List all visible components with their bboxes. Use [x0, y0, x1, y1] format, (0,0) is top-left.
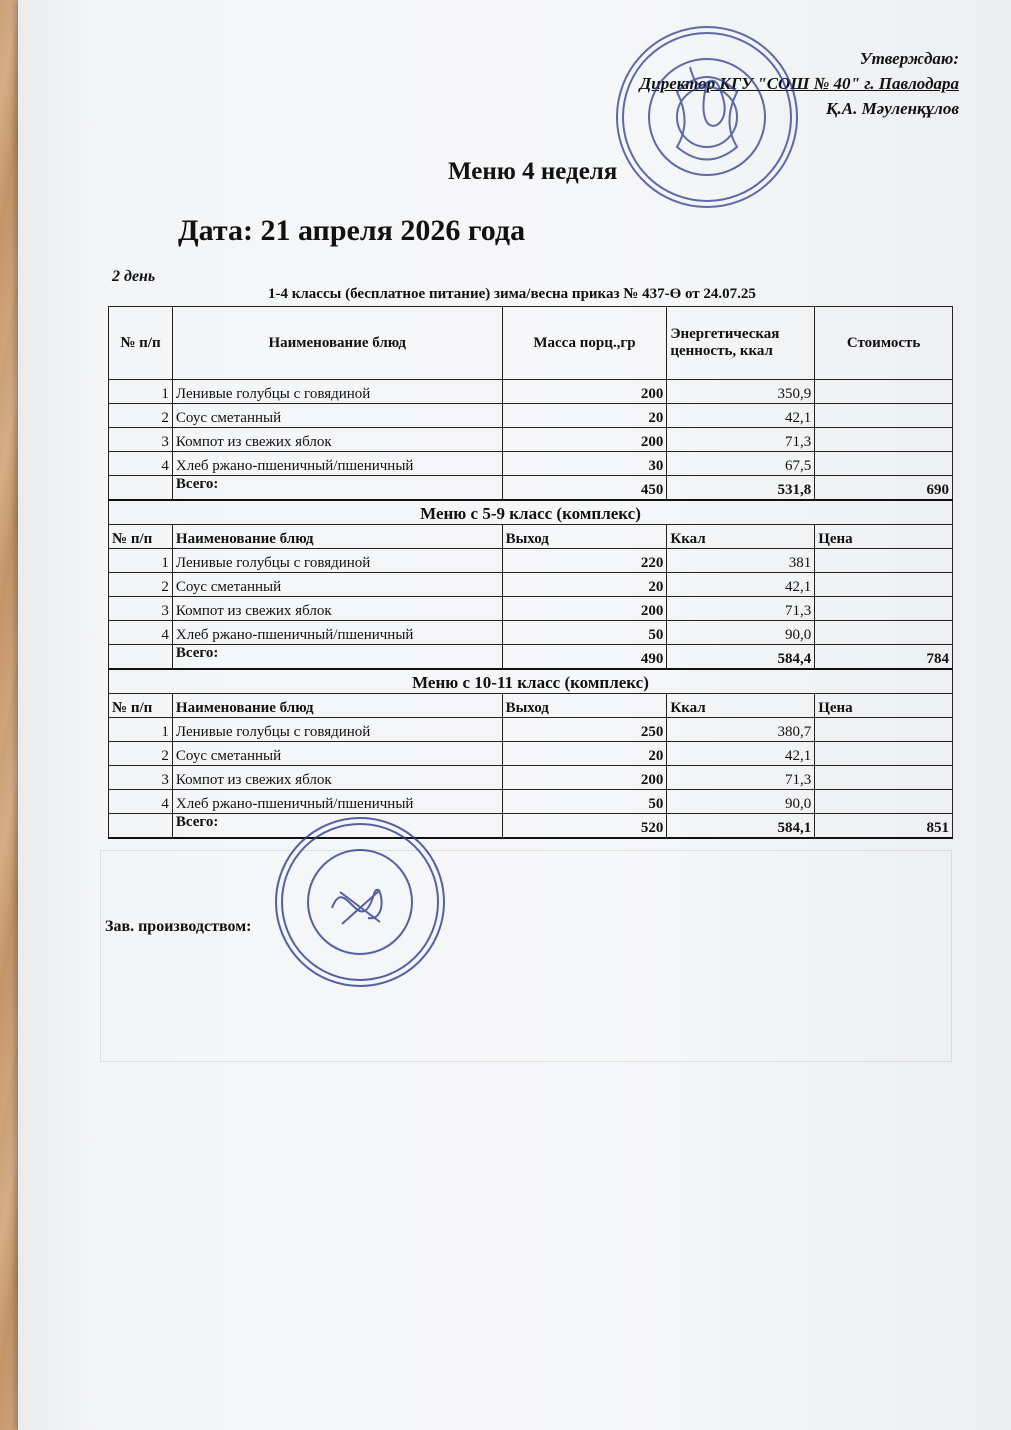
table-row [109, 718, 953, 742]
row-number: 3 [109, 766, 173, 790]
table-header-row [109, 525, 953, 549]
dish-mass: 200 [502, 766, 667, 790]
row-number: 2 [109, 573, 173, 597]
col-header-kcal: Энергетическая ценность, ккал [667, 307, 815, 380]
table-row [109, 549, 953, 573]
col-header-mass: Масса порц.,гр [502, 307, 667, 380]
dish-mass: 200 [502, 597, 667, 621]
total-row [109, 645, 953, 670]
row-number: 3 [109, 597, 173, 621]
col-header-name: Наименование блюд [172, 525, 502, 549]
dish-price [815, 597, 953, 621]
total-empty-cell [109, 645, 173, 670]
dish-name: Компот из свежих яблок [172, 766, 502, 790]
table-row [109, 790, 953, 814]
dish-price [815, 766, 953, 790]
dish-mass: 20 [502, 404, 667, 428]
dish-name: Ленивые голубцы с говядиной [172, 380, 502, 404]
subtitle: 1-4 классы (бесплатное питание) зима/весна приказ № 437-Ө от 24.07.25 [268, 286, 756, 302]
dish-name: Хлеб ржано-пшеничный/пшеничный [172, 452, 502, 476]
dish-kcal: 90,0 [667, 621, 815, 645]
dish-mass: 20 [502, 742, 667, 766]
approval-line-1: Утверждаю: [859, 49, 959, 68]
table-header-row [109, 694, 953, 718]
dish-kcal: 42,1 [667, 404, 815, 428]
dish-mass: 50 [502, 790, 667, 814]
dish-kcal: 381 [667, 549, 815, 573]
dish-mass: 30 [502, 452, 667, 476]
dish-kcal: 71,3 [667, 766, 815, 790]
dish-name: Хлеб ржано-пшеничный/пшеничный [172, 621, 502, 645]
row-number: 2 [109, 742, 173, 766]
day-label: 2 день [112, 268, 156, 285]
table-row [109, 428, 953, 452]
menu-table-1-4 [108, 306, 953, 839]
dish-price [815, 621, 953, 645]
dish-kcal: 42,1 [667, 573, 815, 597]
dish-name: Соус сметанный [172, 404, 502, 428]
dish-price [815, 380, 953, 404]
menu-title: Меню 4 неделя [448, 158, 618, 185]
director-stamp-icon [612, 22, 802, 212]
dish-mass: 20 [502, 573, 667, 597]
dish-price [815, 549, 953, 573]
row-number: 3 [109, 428, 173, 452]
approval-line-3: Қ.А. Мәуленқұлов [825, 99, 959, 118]
col-header-number: № п/п [109, 694, 173, 718]
total-kcal: 531,8 [667, 476, 815, 501]
dish-price [815, 428, 953, 452]
col-header-price: Стоимость [815, 307, 953, 380]
row-number: 1 [109, 718, 173, 742]
col-header-name: Наименование блюд [172, 307, 502, 380]
total-mass: 490 [502, 645, 667, 670]
col-header-name: Наименование блюд [172, 694, 502, 718]
total-label: Всего: [172, 645, 502, 670]
dish-price [815, 452, 953, 476]
dish-kcal: 380,7 [667, 718, 815, 742]
row-number: 1 [109, 380, 173, 404]
dish-name: Компот из свежих яблок [172, 597, 502, 621]
dish-name: Хлеб ржано-пшеничный/пшеничный [172, 790, 502, 814]
dish-name: Ленивые голубцы с говядиной [172, 549, 502, 573]
bleed-through-ghost [100, 850, 952, 1062]
row-number: 2 [109, 404, 173, 428]
table-row [109, 404, 953, 428]
col-header-number: № п/п [109, 525, 173, 549]
dish-price [815, 718, 953, 742]
total-label: Всего: [172, 476, 502, 501]
dish-mass: 50 [502, 621, 667, 645]
dish-name: Соус сметанный [172, 742, 502, 766]
dish-kcal: 90,0 [667, 790, 815, 814]
col-header-price: Цена [815, 525, 953, 549]
total-mass: 520 [502, 814, 667, 839]
col-header-number: № п/п [109, 307, 173, 380]
row-number: 4 [109, 790, 173, 814]
table-row [109, 621, 953, 645]
dish-price [815, 573, 953, 597]
dish-price [815, 742, 953, 766]
table-header-row [109, 307, 953, 380]
total-label: Всего: [172, 814, 502, 839]
dish-price [815, 790, 953, 814]
col-header-kcal: Ккал [667, 694, 815, 718]
dish-kcal: 71,3 [667, 597, 815, 621]
date-title: Дата: 21 апреля 2026 года [178, 214, 526, 247]
dish-name: Ленивые голубцы с говядиной [172, 718, 502, 742]
total-empty-cell [109, 476, 173, 501]
dish-kcal: 350,9 [667, 380, 815, 404]
dish-mass: 200 [502, 428, 667, 452]
col-header-kcal: Ккал [667, 525, 815, 549]
table-row [109, 452, 953, 476]
kx-stamp-icon [270, 812, 450, 992]
dish-price [815, 404, 953, 428]
total-kcal: 584,1 [667, 814, 815, 839]
table-row [109, 597, 953, 621]
dish-mass: 250 [502, 718, 667, 742]
row-number: 1 [109, 549, 173, 573]
table-row [109, 380, 953, 404]
total-kcal: 584,4 [667, 645, 815, 670]
production-manager-label: Зав. производством: [105, 918, 252, 935]
col-header-mass: Выход [502, 694, 667, 718]
approval-line-2: Директор КГУ "СОШ № 40" г. Павлодара [639, 74, 959, 93]
section-header-10-11 [109, 669, 953, 694]
col-header-mass: Выход [502, 525, 667, 549]
total-price: 690 [815, 476, 953, 501]
dish-kcal: 42,1 [667, 742, 815, 766]
dish-kcal: 71,3 [667, 428, 815, 452]
total-row [109, 814, 953, 839]
dish-kcal: 67,5 [667, 452, 815, 476]
section-title: Меню с 5-9 класс (комплекс) [109, 500, 953, 525]
row-number: 4 [109, 452, 173, 476]
dish-name: Соус сметанный [172, 573, 502, 597]
table-row [109, 573, 953, 597]
section-header-5-9 [109, 500, 953, 525]
total-mass: 450 [502, 476, 667, 501]
total-row [109, 476, 953, 501]
total-empty-cell [109, 814, 173, 839]
row-number: 4 [109, 621, 173, 645]
total-price: 784 [815, 645, 953, 670]
dish-mass: 220 [502, 549, 667, 573]
section-title: Меню с 10-11 класс (комплекс) [109, 669, 953, 694]
table-row [109, 766, 953, 790]
dish-name: Компот из свежих яблок [172, 428, 502, 452]
dish-mass: 200 [502, 380, 667, 404]
table-row [109, 742, 953, 766]
total-price: 851 [815, 814, 953, 839]
col-header-price: Цена [815, 694, 953, 718]
